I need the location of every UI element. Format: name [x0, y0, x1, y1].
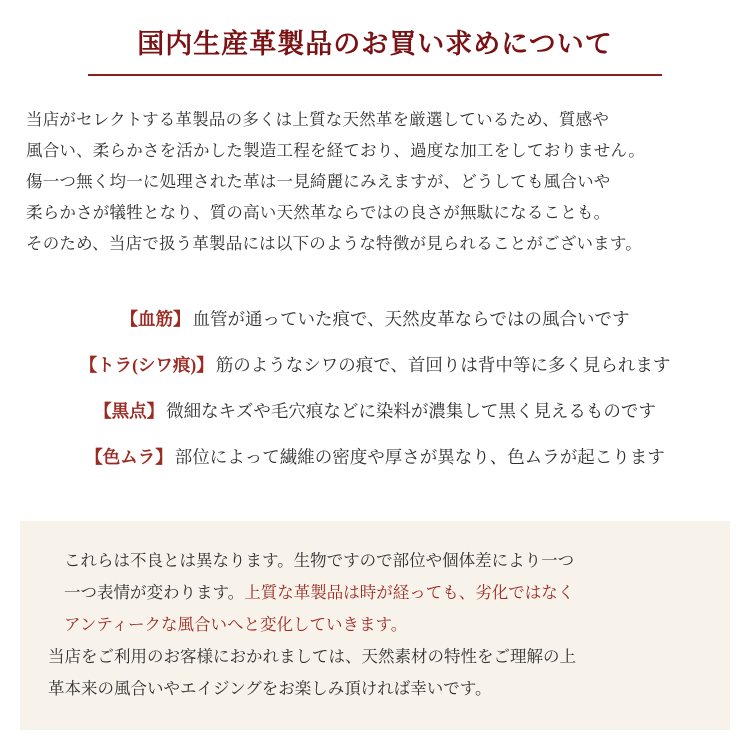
intro-line: 柔らかさが犠牲となり、質の高い天然革ならではの良さが無駄になることも。	[26, 203, 611, 222]
feature-text: 微細なキズや毛穴痕などに染料が濃集して黒く見えるものです	[166, 401, 656, 421]
note-text: 一つ表情が変わります。	[64, 583, 245, 602]
feature-text: 部位によって繊維の密度や厚さが異なり、色ムラが起こります	[174, 447, 665, 467]
note-accent-text: 劣化ではなく	[475, 583, 575, 602]
feature-list	[0, 296, 750, 480]
feature-label: 【トラ(シワ痕)】	[79, 355, 214, 375]
note-box	[20, 521, 730, 730]
feature-item	[0, 388, 750, 434]
note-text: これらは不良とは異なります。生物ですので部位や個体差により一つ	[64, 551, 575, 570]
note-line	[48, 673, 700, 705]
feature-label: 【黒点】	[94, 401, 165, 421]
note-line	[48, 577, 700, 609]
intro-paragraph	[26, 104, 726, 259]
title-divider	[88, 74, 662, 76]
feature-item	[0, 434, 750, 480]
page-title-wrapper	[0, 28, 750, 66]
note-line	[48, 609, 700, 641]
feature-item	[0, 342, 750, 388]
feature-text: 血管が通っていた痕で、天然皮革ならではの風合いです	[192, 309, 630, 329]
note-accent-text: 上質な革製品は時が経っても、	[244, 583, 476, 602]
feature-label: 【色ムラ】	[85, 447, 173, 467]
intro-line: そのため、当店で扱う革製品には以下のような特徴が見られることがございます。	[26, 234, 642, 253]
note-text: 革本来の風合いやエイジングをお楽しみ頂ければ幸いです。	[48, 679, 492, 698]
note-line	[48, 545, 700, 577]
feature-text: 筋のようなシワの痕で、首回りは背中等に多く見られます	[215, 355, 671, 375]
note-line	[48, 641, 700, 673]
intro-line: 風合い、柔らかさを活かした製造工程を経ており、過度な加工をしておりません。	[26, 141, 645, 160]
intro-line: 当店がセレクトする革製品の多くは上質な天然革を厳選しているため、質感や	[26, 110, 610, 129]
feature-item	[0, 296, 750, 342]
note-accent-text: アンティークな風合いへと変化していきます。	[64, 615, 408, 634]
note-text: 当店をご利用のお客様におかれましては、天然素材の特性をご理解の上	[48, 647, 576, 666]
intro-line: 傷一つ無く均一に処理された革は一見綺麗にみえますが、どうしても風合いや	[26, 172, 611, 191]
feature-label: 【血筋】	[120, 309, 191, 329]
page-title: 国内生産革製品のお買い求めについて	[137, 29, 613, 59]
